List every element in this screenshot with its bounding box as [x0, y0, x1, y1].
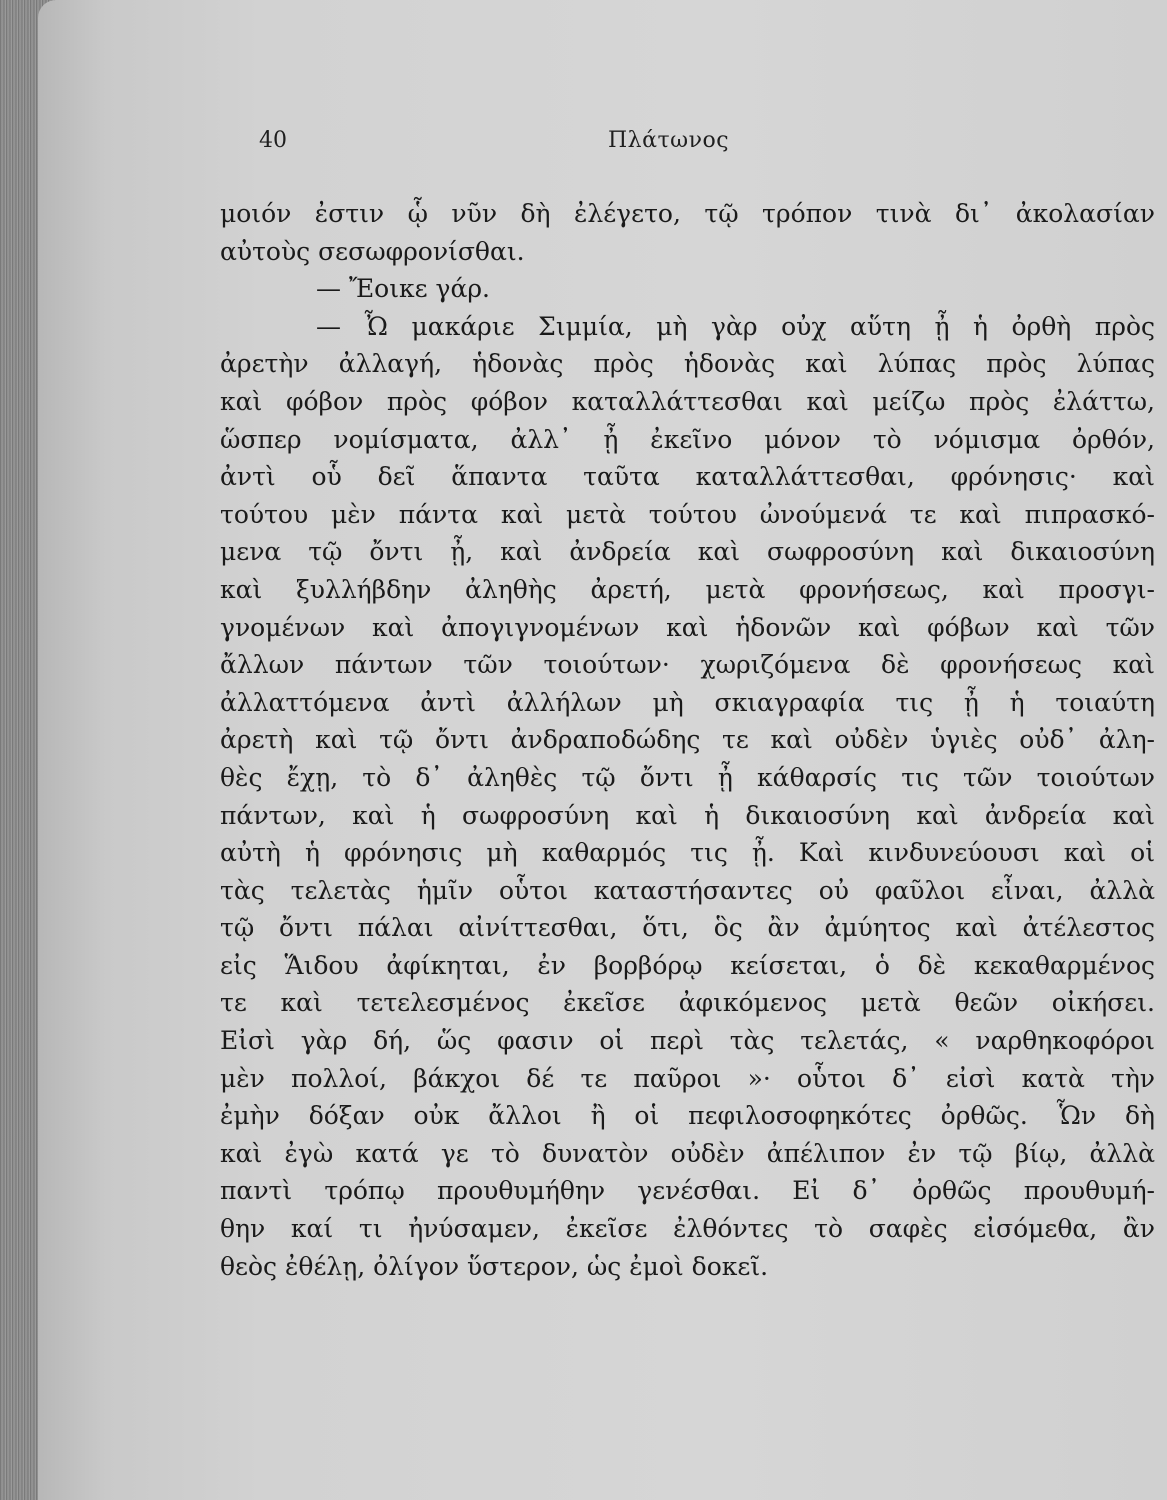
text-line: ἀρετὴν ἀλλαγή, ἡδονὰς πρὸς ἡδονὰς καὶ λύπας πρὸς λύπας [220, 349, 1155, 379]
text-line: μενα τῷ ὄντι ᾖ, καὶ ἀνδρεία καὶ σωφροσύνη καὶ δικαιοσύνη [220, 537, 1155, 567]
page-number: 40 [259, 128, 287, 153]
body-text [220, 195, 1155, 1285]
text-line: τε καὶ τετελεσμένος ἐκεῖσε ἀφικόμενος μετὰ θεῶν οἰκήσει. [220, 988, 1155, 1018]
running-head [38, 128, 1167, 158]
text-line: ὥσπερ νομίσματα, ἀλλ᾿ ᾖ ἐκεῖνο μόνον τὸ νόμισμα ὀρθόν, [220, 424, 1155, 454]
text-line: Εἰσὶ γὰρ δή, ὥς φασιν οἱ περὶ τὰς τελετάς, « ναρθηκοφόροι [220, 1026, 1155, 1056]
book-page [38, 0, 1167, 1500]
text-line: γνομένων καὶ ἀπογιγνομένων καὶ ἡδονῶν καὶ φόβων καὶ τῶν [220, 612, 1155, 642]
text-line: καὶ ξυλλήβδην ἀληθὴς ἀρετή, μετὰ φρονήσεως, καὶ προσγι- [220, 574, 1155, 604]
text-line: αὐτοὺς σεσωφρονίσθαι. [220, 236, 525, 266]
running-title: Πλάτωνος [608, 128, 730, 153]
text-line: τῷ ὄντι πάλαι αἰνίττεσθαι, ὅτι, ὃς ἂν ἀμύητος καὶ ἀτέλεστος [220, 913, 1155, 943]
text-line: αὐτὴ ἡ φρόνησις μὴ καθαρμός τις ᾖ. Καὶ κινδυνεύουσι καὶ οἱ [220, 838, 1155, 868]
text-line: — Ἔοικε γάρ. [316, 274, 490, 304]
text-line: πάντων, καὶ ἡ σωφροσύνη καὶ ἡ δικαιοσύνη καὶ ἀνδρεία καὶ [220, 800, 1155, 830]
text-line: εἰς Ἅιδου ἀφίκηται, ἐν βορβόρῳ κείσεται, ὁ δὲ κεκαθαρμένος [220, 950, 1155, 980]
text-line: μὲν πολλοί, βάκχοι δέ τε παῦροι »· οὗτοι δ᾿ εἰσὶ κατὰ τὴν [220, 1063, 1155, 1093]
text-line: θεὸς ἐθέλῃ, ὀλίγον ὕστερον, ὡς ἐμοὶ δοκεῖ. [220, 1251, 769, 1281]
text-line: καὶ ἐγὼ κατά γε τὸ δυνατὸν οὐδὲν ἀπέλιπον ἐν τῷ βίῳ, ἀλλὰ [220, 1138, 1155, 1168]
text-line: παντὶ τρόπῳ προυθυμήθην γενέσθαι. Εἰ δ᾿ ὀρθῶς προυθυμή- [220, 1176, 1155, 1206]
text-line: — Ὦ μακάριε Σιμμία, μὴ γὰρ οὐχ αὕτη ᾖ ἡ ὀρθὴ πρὸς [316, 311, 1155, 341]
text-line: ἀντὶ οὗ δεῖ ἅπαντα ταῦτα καταλλάττεσθαι, φρόνησις· καὶ [220, 462, 1155, 492]
text-line: ἐμὴν δόξαν οὐκ ἄλλοι ἢ οἱ πεφιλοσοφηκότες ὀρθῶς. Ὧν δὴ [220, 1101, 1155, 1131]
text-line: ἀρετὴ καὶ τῷ ὄντι ἀνδραποδώδης τε καὶ οὐδὲν ὑγιὲς οὐδ᾿ ἀλη- [220, 725, 1155, 755]
text-line: τὰς τελετὰς ἡμῖν οὗτοι καταστήσαντες οὐ φαῦλοι εἶναι, ἀλλὰ [220, 875, 1155, 905]
text-line: θην καί τι ἠνύσαμεν, ἐκεῖσε ἐλθόντες τὸ σαφὲς εἰσόμεθα, ἂν [220, 1214, 1155, 1244]
text-line: ἄλλων πάντων τῶν τοιούτων· χωριζόμενα δὲ φρονήσεως καὶ [220, 650, 1155, 680]
text-line: ἀλλαττόμενα ἀντὶ ἀλλήλων μὴ σκιαγραφία τις ᾖ ἡ τοιαύτη [220, 687, 1155, 717]
text-line: θὲς ἔχῃ, τὸ δ᾿ ἀληθὲς τῷ ὄντι ᾖ κάθαρσίς τις τῶν τοιούτων [220, 762, 1155, 792]
text-line: μοιόν ἐστιν ᾧ νῦν δὴ ἐλέγετο, τῷ τρόπον τινὰ δι᾿ ἀκολασίαν [220, 199, 1155, 228]
text-line: τούτου μὲν πάντα καὶ μετὰ τούτου ὠνούμενά τε καὶ πιπρασκό- [220, 499, 1155, 529]
text-line: καὶ φόβον πρὸς φόβον καταλλάττεσθαι καὶ μείζω πρὸς ἐλάττω, [220, 386, 1155, 416]
